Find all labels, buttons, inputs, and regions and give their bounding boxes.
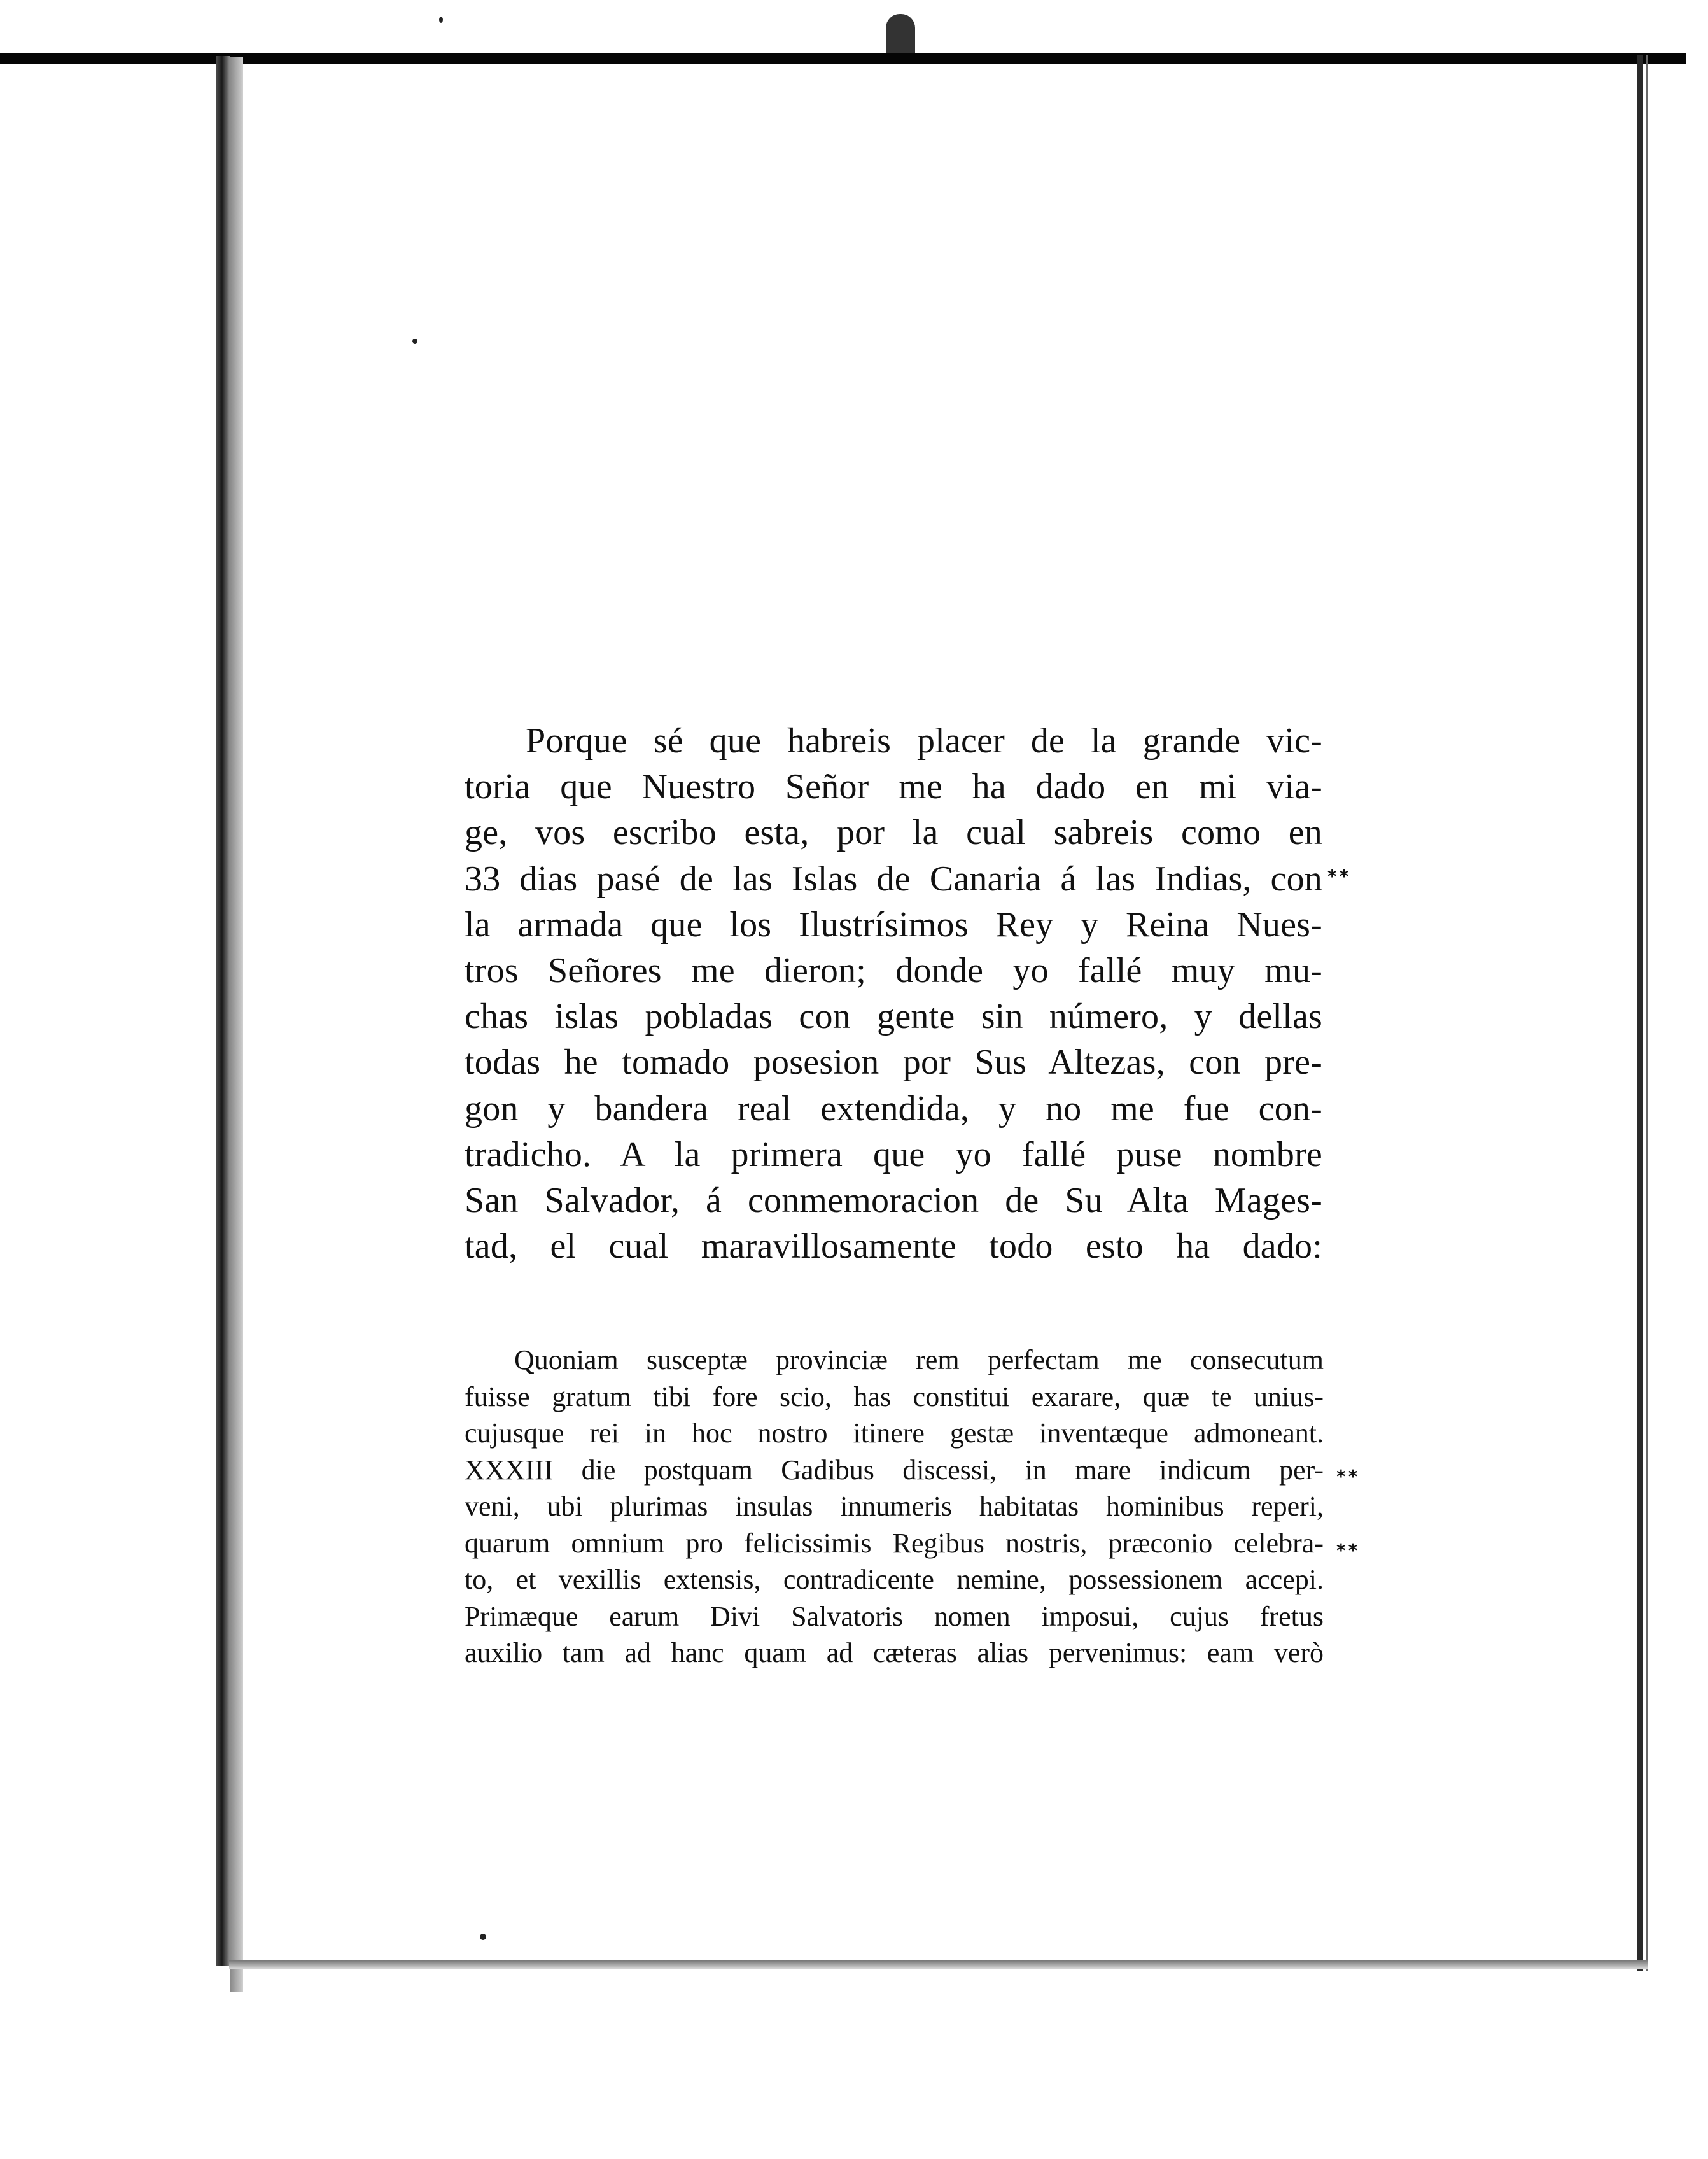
latin-line: to, et vexillis extensis, contradicente nemine, possessionem accepi.: [465, 1564, 1324, 1595]
spanish-line: la armada que los Ilustrísimos Rey y Reina Nues-: [465, 904, 1322, 945]
spanish-paragraph: [465, 718, 1322, 1269]
latin-line: cujusque rei in hoc nostro itinere gestæ inventæque admoneant.: [465, 1417, 1324, 1449]
book-spine-shadow: [216, 56, 230, 1966]
latin-line: veni, ubi plurimas insulas innumeris habitatas hominibus reperi,: [465, 1491, 1324, 1522]
spanish-line: gon y bandera real extendida, y no me fue con-: [465, 1088, 1322, 1129]
right-page-edge-inner: [1646, 55, 1648, 1971]
spanish-line: toria que Nuestro Señor me ha dado en mi via-: [465, 767, 1322, 807]
latin-line: Quoniam susceptæ provinciæ rem perfectam me consecutum: [514, 1344, 1324, 1375]
marginal-mark: **: [1327, 866, 1352, 887]
top-page-border: [0, 53, 1686, 64]
book-spine-highlight: [230, 57, 243, 1992]
ink-speck: [439, 17, 443, 23]
bottom-page-shadow: [229, 1960, 1648, 1969]
latin-line: auxilio tam ad hanc quam ad cæteras alias pervenimus: eam verò: [465, 1637, 1324, 1668]
spanish-line: chas islas pobladas con gente sin número, y dellas: [465, 997, 1322, 1037]
spanish-line: tradicho. A la primera que yo fallé puse nombre: [465, 1134, 1322, 1174]
spanish-line: 33 dias pasé de las Islas de Canaria á las Indias, con: [465, 859, 1322, 899]
latin-line: XXXIII die postquam Gadibus discessi, in mare indicum per-: [465, 1454, 1324, 1486]
ink-speck: [480, 1934, 486, 1940]
right-page-edge: [1637, 55, 1643, 1971]
spanish-line: todas he tomado posesion por Sus Altezas, con pre-: [465, 1043, 1322, 1083]
spanish-line: San Salvador, á conmemoracion de Su Alta Mages-: [465, 1181, 1322, 1221]
spanish-line: tros Señores me dieron; donde yo fallé muy mu-: [465, 951, 1322, 991]
latin-paragraph: [465, 1342, 1324, 1671]
spanish-line: Porque sé que habreis placer de la grande vic-: [526, 721, 1322, 761]
latin-line: fuisse gratum tibi fore scio, has constitui exarare, quæ te unius-: [465, 1381, 1324, 1412]
latin-line: Primæque earum Divi Salvatoris nomen imposui, cujus fretus: [465, 1600, 1324, 1632]
latin-line: quarum omnium pro felicissimis Regibus nostris, præconio celebra-: [465, 1527, 1324, 1559]
spanish-line: tad, el cual maravillosamente todo esto ha dado:: [465, 1227, 1322, 1267]
ink-speck: [412, 339, 417, 344]
spanish-line: ge, vos escribo esta, por la cual sabreis como en: [465, 813, 1322, 853]
marginal-mark: **: [1336, 1466, 1361, 1487]
marginal-mark: **: [1336, 1540, 1361, 1561]
